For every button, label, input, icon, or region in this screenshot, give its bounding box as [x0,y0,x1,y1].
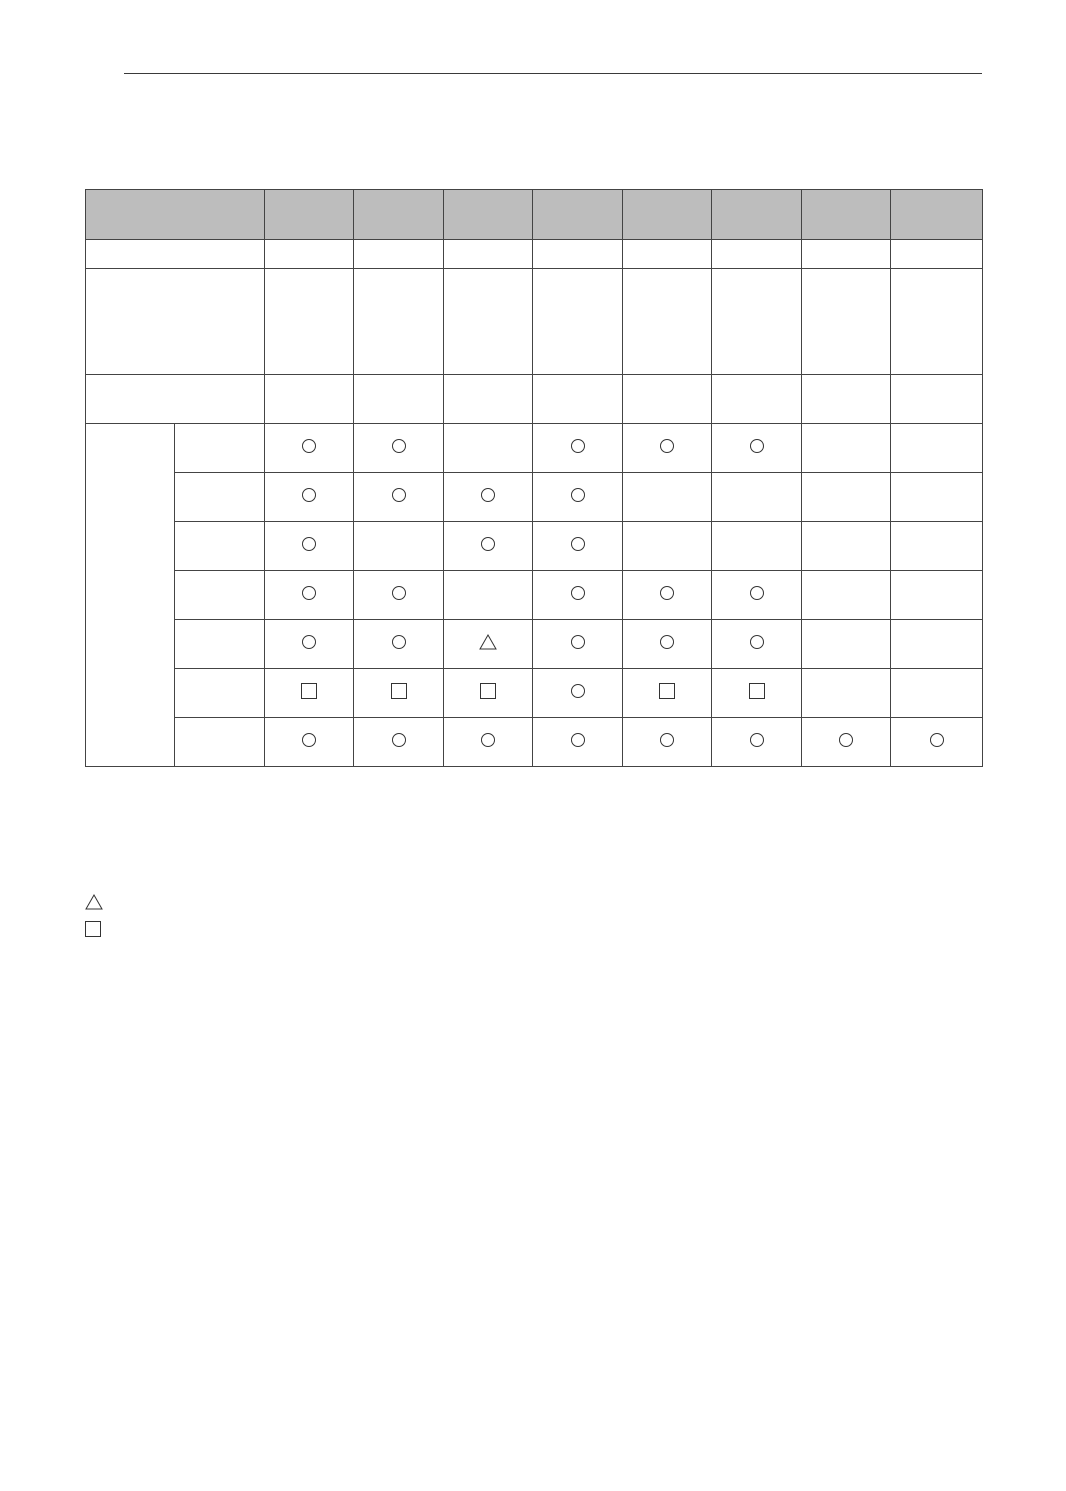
sub-label-cell [175,718,265,767]
table-cell [623,669,712,718]
table-cell [891,424,983,473]
table-cell [891,571,983,620]
header-cell [354,190,444,240]
table-cell [802,269,891,375]
table-cell [623,424,712,473]
table-cell [533,473,623,522]
sub-label-cell [175,571,265,620]
table-cell [265,240,354,269]
table-row [86,473,983,522]
table-row [86,375,983,424]
circle-icon [660,586,674,600]
table-row [86,424,983,473]
table-cell [354,473,444,522]
table-cell [891,620,983,669]
table-cell [265,620,354,669]
table-cell [444,669,533,718]
table-cell [444,522,533,571]
table-row [86,240,983,269]
header-cell [533,190,623,240]
sub-label-cell [175,669,265,718]
table-row [86,269,983,375]
circle-icon [302,537,316,551]
sub-label-cell [175,522,265,571]
table-cell [533,375,623,424]
table-cell [891,718,983,767]
table-cell [802,571,891,620]
circle-icon [571,439,585,453]
circle-icon [839,733,853,747]
table-cell [712,522,802,571]
header-cell [712,190,802,240]
table-cell [712,620,802,669]
table-row [86,669,983,718]
legend-item-triangle [85,888,103,915]
table-cell [265,669,354,718]
circle-icon [481,733,495,747]
table-cell [533,669,623,718]
table-cell [354,669,444,718]
table-cell [712,669,802,718]
circle-icon [481,537,495,551]
table-cell [354,620,444,669]
table-cell [354,571,444,620]
compatibility-table [85,189,983,767]
table-cell [265,522,354,571]
sub-label-cell [175,620,265,669]
table-cell [354,375,444,424]
row-label-cell [86,375,265,424]
table-cell [712,473,802,522]
table-cell [623,718,712,767]
circle-icon [571,586,585,600]
table-cell [712,571,802,620]
circle-icon [571,684,585,698]
triangle-icon [85,894,103,910]
table-cell [354,269,444,375]
header-rule [124,73,982,74]
table-cell [265,718,354,767]
square-icon [85,921,101,937]
table-cell [802,375,891,424]
table-cell [802,718,891,767]
circle-icon [481,488,495,502]
table-cell [533,240,623,269]
table-cell [444,240,533,269]
table-cell [533,571,623,620]
circle-icon [660,635,674,649]
table-cell [802,473,891,522]
row-label-cell [86,269,265,375]
table-cell [891,669,983,718]
table-cell [354,522,444,571]
table-cell [623,620,712,669]
table-cell [444,571,533,620]
circle-icon [302,439,316,453]
table-cell [623,522,712,571]
table-cell [712,269,802,375]
table-cell [712,375,802,424]
table-cell [891,522,983,571]
table-cell [712,424,802,473]
table-cell [533,424,623,473]
table-header-row [86,190,983,240]
table-cell [265,424,354,473]
table-cell [623,269,712,375]
circle-icon [750,586,764,600]
circle-icon [571,635,585,649]
header-cell [802,190,891,240]
table-cell [354,718,444,767]
table-cell [533,620,623,669]
circle-icon [571,488,585,502]
table-cell [802,522,891,571]
circle-icon [571,537,585,551]
circle-icon [392,439,406,453]
circle-icon [571,733,585,747]
table-cell [444,375,533,424]
triangle-icon [479,634,497,650]
table-cell [623,473,712,522]
table-row [86,718,983,767]
table-cell [891,240,983,269]
table-cell [891,473,983,522]
header-cell [265,190,354,240]
table-cell [623,240,712,269]
table-row [86,522,983,571]
square-icon [659,683,675,699]
square-icon [301,683,317,699]
square-icon [749,683,765,699]
table-cell [265,473,354,522]
circle-icon [392,488,406,502]
legend-item-square [85,915,103,942]
circle-icon [660,439,674,453]
header-cell [891,190,983,240]
table-cell [891,269,983,375]
circle-icon [750,439,764,453]
table-cell [354,424,444,473]
header-cell-label [86,190,265,240]
table-cell [891,375,983,424]
table-cell [623,375,712,424]
circle-icon [392,586,406,600]
circle-icon [660,733,674,747]
circle-icon [302,488,316,502]
header-cell [623,190,712,240]
table-cell [444,269,533,375]
sub-label-cell [175,473,265,522]
square-icon [391,683,407,699]
table-cell [354,240,444,269]
table-cell [533,269,623,375]
table-cell [623,571,712,620]
table-cell [533,718,623,767]
table-row [86,620,983,669]
header-cell [444,190,533,240]
table-cell [533,522,623,571]
square-icon [480,683,496,699]
table-cell [444,718,533,767]
table-cell [265,571,354,620]
group-label-cell [86,424,175,767]
circle-icon [392,635,406,649]
table-row [86,571,983,620]
circle-icon [750,635,764,649]
table-cell [444,620,533,669]
circle-icon [302,733,316,747]
sub-label-cell [175,424,265,473]
table-cell [802,240,891,269]
table-cell [444,424,533,473]
table-cell [802,669,891,718]
circle-icon [392,733,406,747]
table-cell [444,473,533,522]
table-cell [802,620,891,669]
circle-icon [302,586,316,600]
table-cell [712,240,802,269]
circle-icon [302,635,316,649]
table-cell [802,424,891,473]
circle-icon [750,733,764,747]
table-cell [265,375,354,424]
circle-icon [930,733,944,747]
table-cell [265,269,354,375]
symbol-legend [85,888,103,942]
row-label-cell [86,240,265,269]
table-cell [712,718,802,767]
